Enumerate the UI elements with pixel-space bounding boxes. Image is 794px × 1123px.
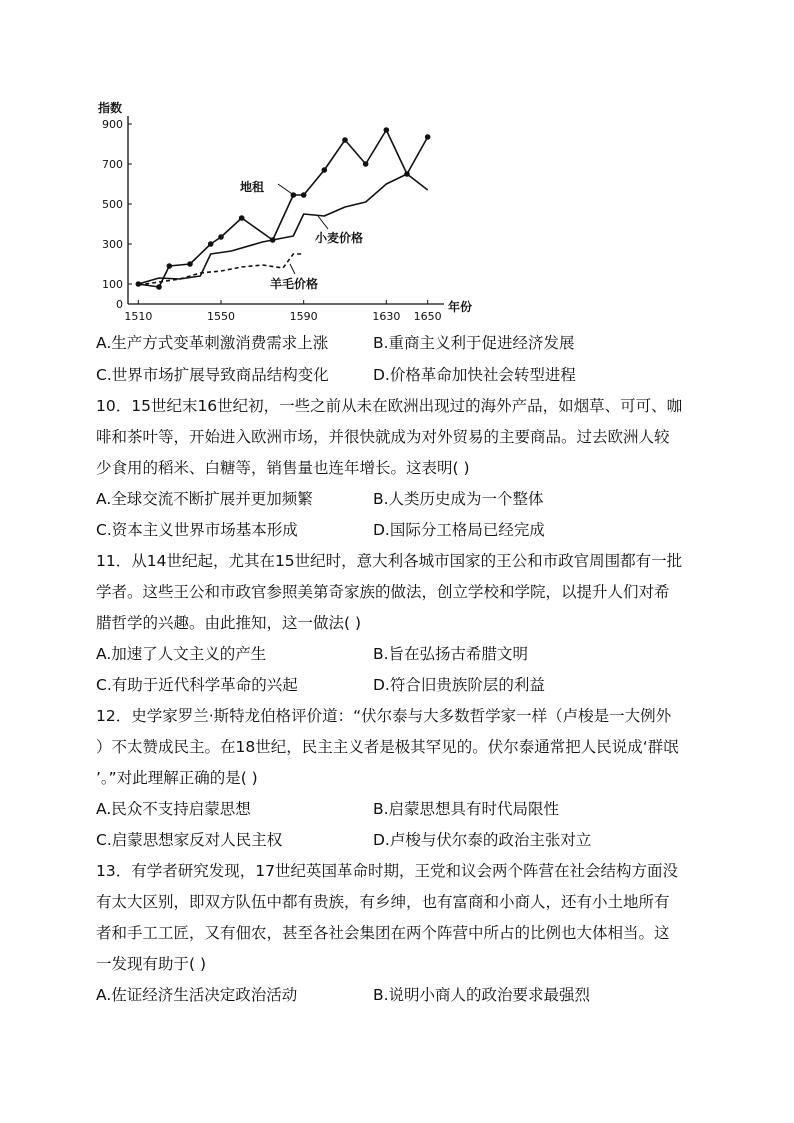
price-index-chart [90,96,490,326]
q12-option-c[interactable]: C.启蒙思想家反对人民主权 [96,831,283,849]
series-point [363,161,369,167]
y-axis-label: 指数 [98,101,123,115]
series-annotation-label: 羊毛价格 [270,277,319,291]
q9-options-row-1 [96,328,696,359]
q11-stem-line-2: 学者。这些王公和市政官参照美第奇家族的做法，创立学校和学院，以提升人们对希 [96,583,670,601]
series-point [167,263,173,269]
series-annotation-label: 地租 [240,180,265,194]
series-point [208,241,214,247]
q10-stem-line-1: 10．15世纪末16世纪初，一些之前从未在欧洲出现过的海外产品，如烟草、可可、咖 [96,397,683,415]
q13-stem-line-3: 者和手工工匠，又有佃农，甚至各社会集团在两个阵营中所占的比例也大体相当。这 [96,924,670,942]
q10-options-row-2 [96,515,696,546]
q12-stem-line-3: ’。”对此理解正确的是( ) [96,769,258,787]
q11-option-b[interactable]: B.旨在弘扬古希腊文明 [373,645,529,663]
series-point [322,167,328,173]
q10-option-c[interactable]: C.资本主义世界市场基本形成 [96,521,298,539]
series-point [342,137,348,143]
series-point [384,127,390,133]
y-tick-label: 900 [102,118,123,131]
q9-options-row-2 [96,360,696,391]
q12-stem-line-1: 12．史学家罗兰·斯特龙伯格评价道：“伏尔泰与大多数哲学家一样（卢梭是一大例外 [96,707,672,725]
q10-option-d[interactable]: D.国际分工格局已经完成 [373,521,545,539]
q9-option-c[interactable]: C.世界市场扩展导致商品结构变化 [96,366,329,384]
q11-option-d[interactable]: D.符合旧贵族阶层的利益 [373,676,545,694]
q13-stem-line-1: 13．有学者研究发现，17世纪英国革命时期，王党和议会两个阵营在社会结构方面没 [96,862,678,880]
series-point [218,234,224,240]
series-annotation-leader [290,264,295,274]
series-annotation-label: 小麦价格 [315,231,364,245]
q11-options-row-2 [96,670,696,701]
y-tick-label: 700 [102,158,123,171]
chart-series [136,127,431,290]
q12-option-d[interactable]: D.卢梭与伏尔泰的政治主张对立 [373,831,592,849]
x-tick-label: 1510 [124,310,153,323]
q13-option-a[interactable]: A.佐证经济生活决定政治活动 [96,986,298,1004]
y-tick-label: 0 [116,298,123,311]
series-point [187,261,193,267]
q11-stem-line-3: 腊哲学的兴趣。由此推知，这一做法( ) [96,614,362,632]
q9-option-b[interactable]: B.重商主义利于促进经济发展 [373,334,575,352]
series-annotation-leader [318,216,328,229]
q13-option-b[interactable]: B.说明小商人的政治要求最强烈 [373,986,591,1004]
q11-option-a[interactable]: A.加速了人文主义的产生 [96,645,267,663]
q9-option-d[interactable]: D.价格革命加快社会转型进程 [373,366,576,384]
q13-options-row-1 [96,980,696,1011]
q10-stem-line-3: 少食用的稻米、白糖等，销售量也连年增长。这表明( ) [96,459,470,477]
x-tick-label: 1590 [289,310,318,323]
y-tick-label: 100 [102,278,123,291]
chart-ticks [102,118,442,323]
q12-options-row-1 [96,794,696,825]
series-point [239,215,245,221]
x-tick-label: 1550 [207,310,235,323]
x-axis-label: 年份 [448,300,473,314]
q12-option-a[interactable]: A.民众不支持启蒙思想 [96,800,251,818]
series-annotation-leader [278,184,295,196]
q10-option-a[interactable]: A.全球交流不断扩展并更加频繁 [96,490,313,508]
q12-stem-line-2: ）不太赞成民主。在18世纪，民主主义者是极其罕见的。伏尔泰通常把人民说成‘群氓 [96,738,679,756]
series-point [301,192,307,198]
q10-options-row-1 [96,484,696,515]
q13-stem-line-2: 有太大区别，即双方队伍中都有贵族，有乡绅，也有富商和小商人，还有小土地所有 [96,893,670,911]
y-tick-label: 300 [102,238,123,251]
q13-stem-line-4: 一发现有助于( ) [96,955,207,973]
x-tick-label: 1630 [372,310,401,323]
q11-option-c[interactable]: C.有助于近代科学革命的兴起 [96,676,298,694]
q12-option-b[interactable]: B.启蒙思想具有时代局限性 [373,800,560,818]
q12-options-row-2 [96,825,696,856]
series-line-0 [138,130,427,287]
q10-option-b[interactable]: B.人类历史成为一个整体 [373,490,544,508]
series-point [425,134,431,140]
q9-option-a[interactable]: A.生产方式变革刺激消费需求上涨 [96,334,329,352]
q10-stem-line-2: 啡和茶叶等，开始进入欧洲市场，并很快就成为对外贸易的主要商品。过去欧洲人较 [96,428,670,446]
q11-stem-line-1: 11．从14世纪起，尤其在15世纪时，意大利各城市国家的王公和市政官周围都有一批 [96,552,683,570]
q11-options-row-1 [96,639,696,670]
x-tick-label: 1650 [413,310,442,323]
y-tick-label: 500 [102,198,123,211]
chart-labels [97,100,472,314]
series-point [156,284,162,290]
